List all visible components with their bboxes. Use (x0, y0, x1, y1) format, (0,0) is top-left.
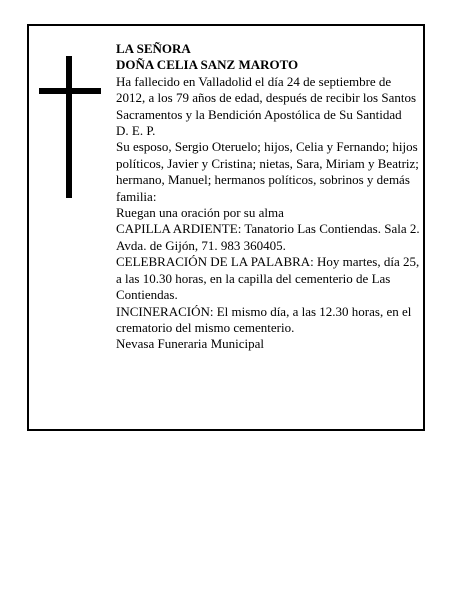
chapel-info: CAPILLA ARDIENTE: Tanatorio Las Contiendas. Sala 2. Avda. de Gijón, 71. 983 360405. (116, 221, 420, 253)
prayer-request: Ruegan una oración por su alma (116, 205, 284, 221)
funeral-home: Nevasa Funeraria Municipal (116, 336, 265, 352)
latin-cross-icon (39, 56, 101, 198)
family-list: Su esposo, Sergio Oteruelo; hijos, Celia y Fernando; hijos políticos, Javier y Cristina; nietas, Sara, Miriam y Beatriz; hermano, Manuel; hermanos políticos, sobrinos y demás familia: (116, 139, 419, 204)
death-announcement: Ha fallecido en Valladolid el día 24 de septiembre de 2012, a los 79 años de edad, después de recibir los Santos Sacramentos y la Bendición Apostólica de Su Santidad (116, 73, 417, 122)
rip-abbreviation: D. E. P. (116, 123, 156, 139)
celebration-info: CELEBRACIÓN DE LA PALABRA: Hoy martes, día 25, a las 10.30 horas, en la capilla del cementerio de Las Contiendas. (116, 254, 420, 303)
cremation-info: INCINERACIÓN: El mismo día, a las 12.30 horas, en el crematorio del mismo cementerio. (116, 303, 412, 335)
cross-horizontal-bar (39, 88, 101, 94)
obituary-notice (27, 24, 425, 431)
deceased-name: DOÑA CELIA SANZ MAROTO (116, 57, 299, 73)
cross-vertical-bar (66, 56, 72, 198)
notice-text (116, 41, 422, 353)
notice-heading: LA SEÑORA (116, 41, 191, 56)
